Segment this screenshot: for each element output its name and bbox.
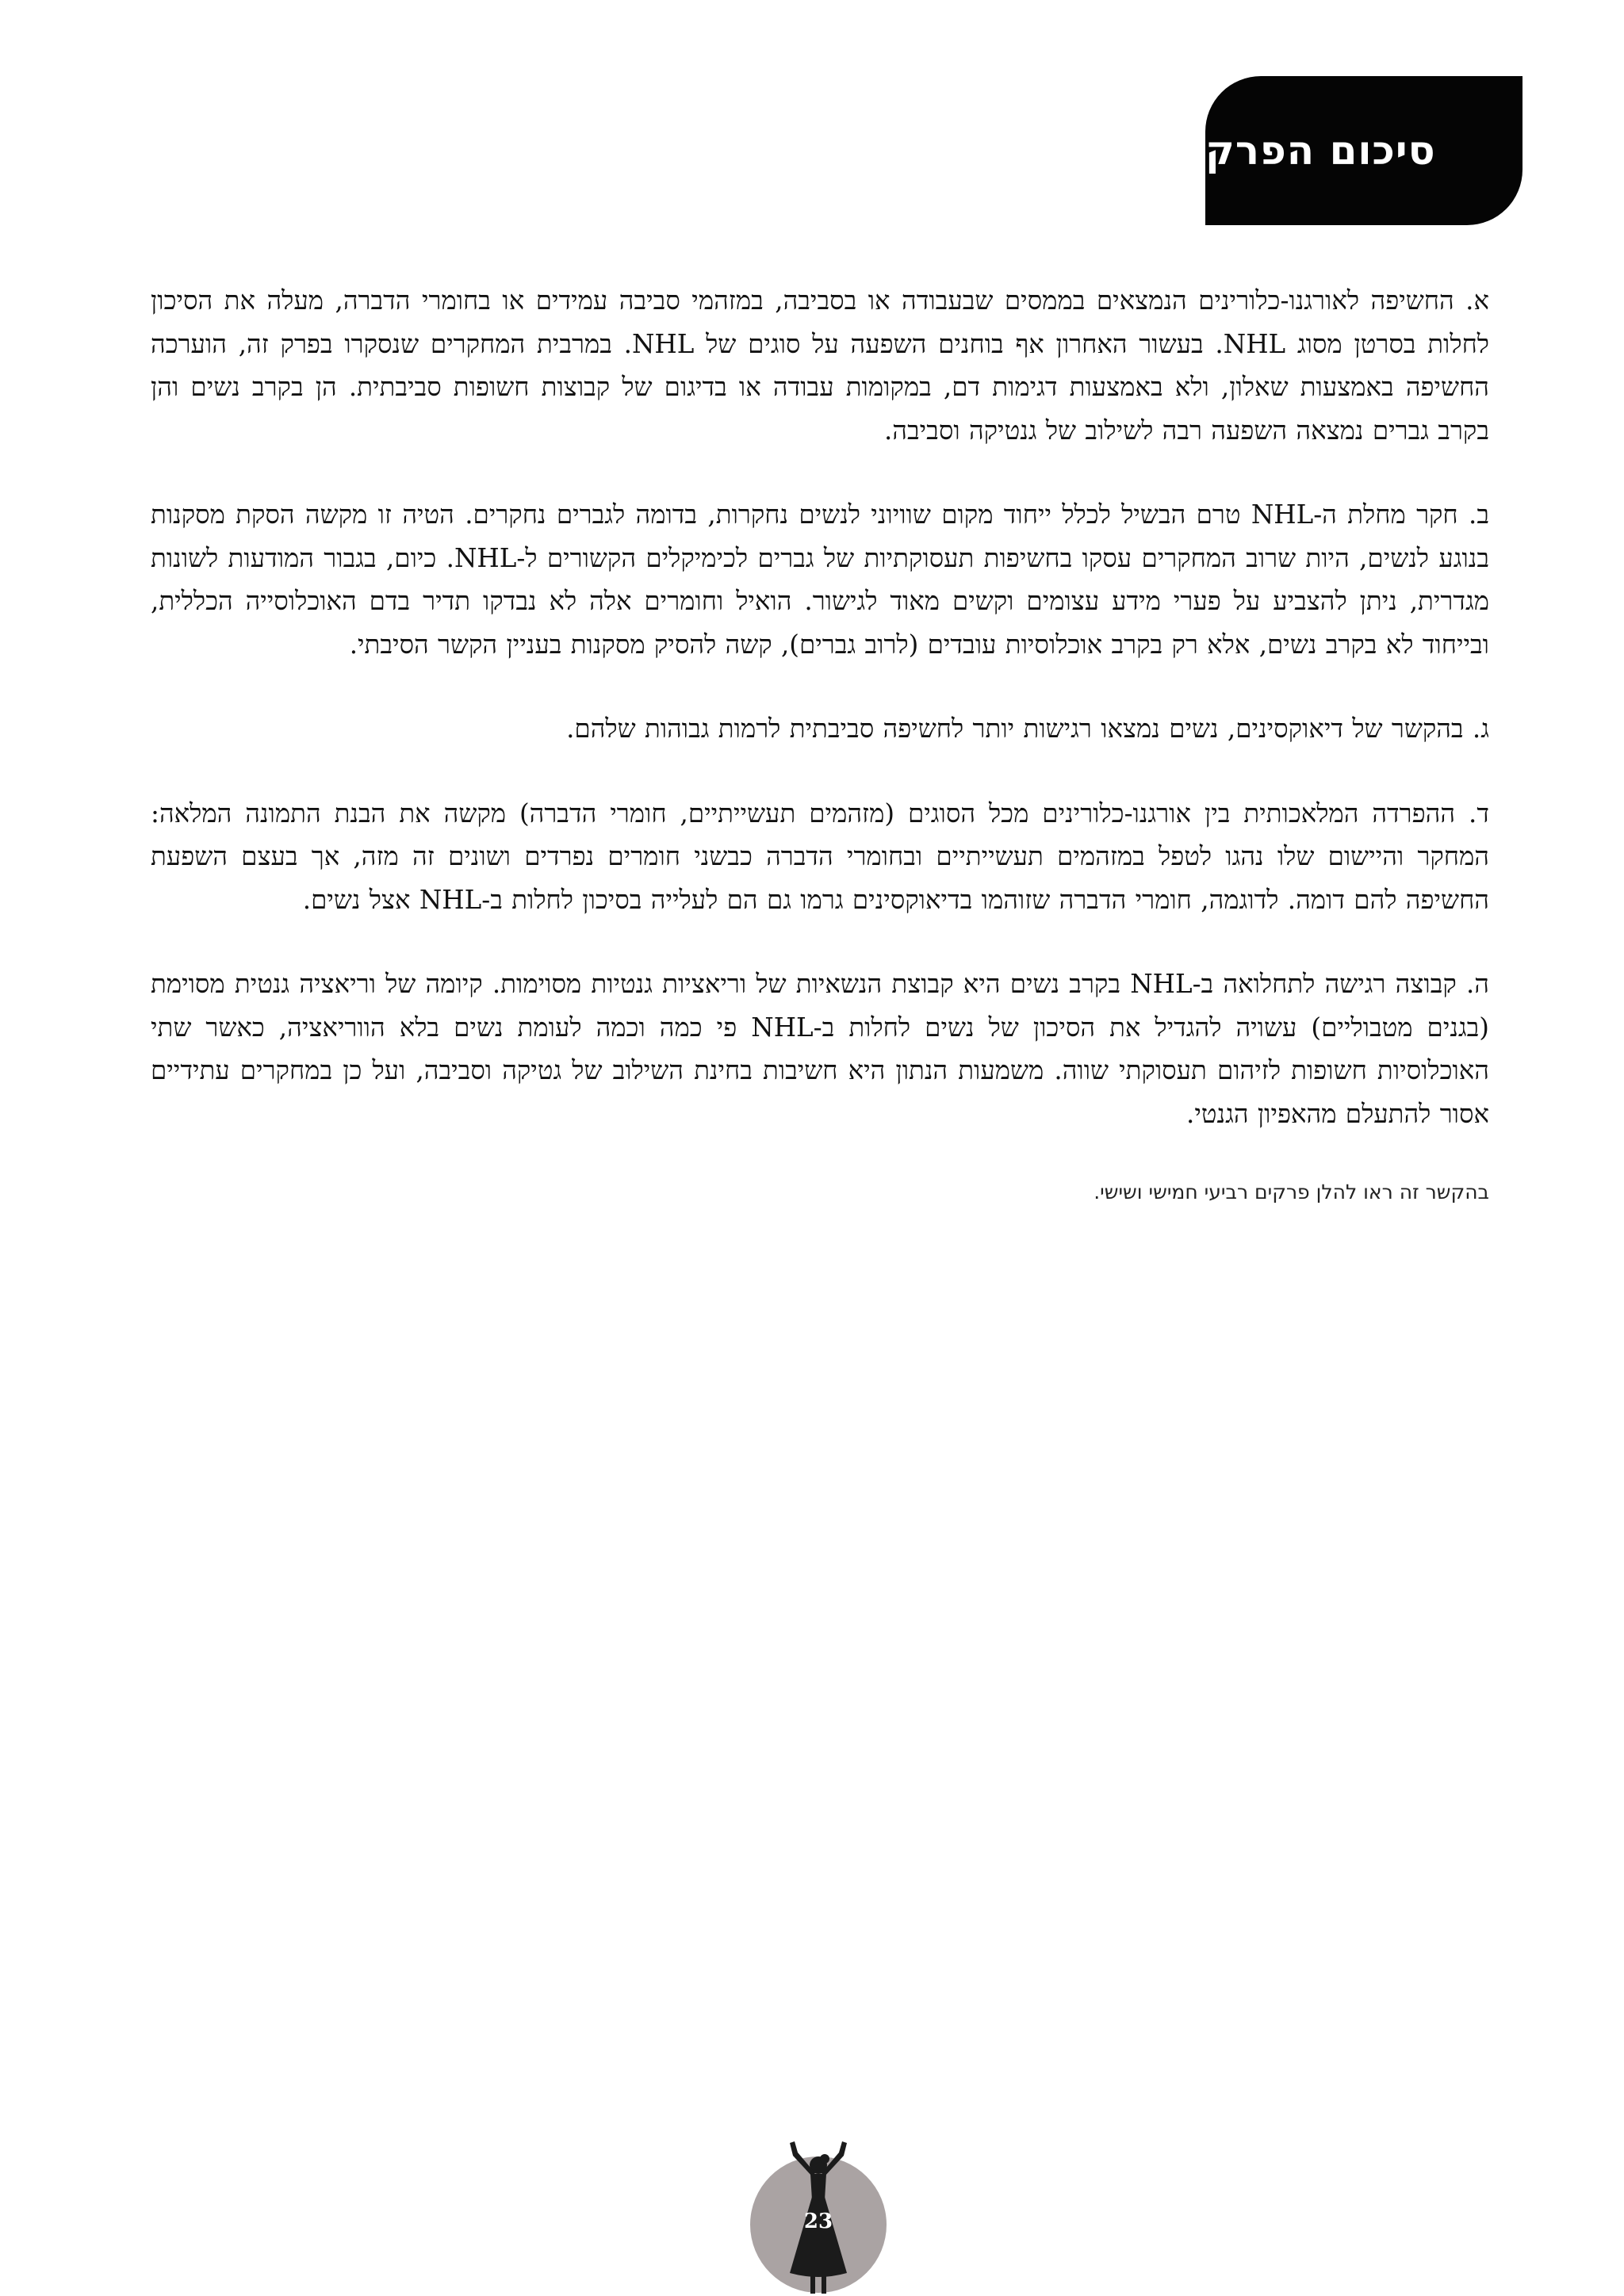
page-number-badge bbox=[747, 2137, 890, 2296]
chapter-summary-tab bbox=[1205, 76, 1522, 225]
summary-paragraph-a: א. החשיפה לאורגנו-כלורינים הנמצאים בממסים שבעבודה או בסביבה, במזהמי סביבה עמידים או בחומרי הדברה, מעלה את הסיכון לחלות בסרטן מסוג NHL. בעשור האחרון אף בוחנים השפעה על סוגים של NHL. במרבית המחקרים שנסקרו בפרק זה, הוערכה החשיפה באמצעות שאלון, ולא באמצעות דגימות דם, במקומות עבודה או בדיגום של קבוצות חשופות סביבתית. הן בקרב נשים והן בקרב גברים נמצאה השפעה רבה לשילוב של גנטיקה וסביבה. bbox=[151, 285, 1490, 446]
page-number: 23 bbox=[803, 2210, 833, 2233]
summary-paragraph-c: ג. בהקשר של דיאוקסינים, נשים נמצאו רגישות יותר לחשיפה סביבתית לרמות גבוהות שלהם. bbox=[566, 714, 1489, 744]
cross-reference-note: בהקשר זה ראו להלן פרקים רביעי חמישי ושישי. bbox=[1094, 1181, 1489, 1203]
summary-paragraph-d: ד. ההפרדה המלאכותית בין אורגנו-כלורינים מכל הסוגים (מזהמים תעשייתיים, חומרי הדברה) מקשה את הבנת התמונה המלאה: המחקר והיישום שלו נהגו לטפל במזהמים תעשייתיים ובחומרי הדברה כבשני חומרים נפרדים ושונים זה מזה, אך בעצם השפעת החשיפה להם דומה. לדוגמה, חומרי הדברה שזוהמו בדיאוקסינים גרמו גם הם לעלייה בסיכון לחלות ב-NHL אצל נשים. bbox=[151, 798, 1489, 915]
summary-paragraph-e: ה. קבוצה רגישה לתחלואה ב-NHL בקרב נשים היא קבוצת הנשאיות של וריאציות גנטיות מסוימות. קיומה של וריאציה גנטית מסוימת (בגנים מטבוליים) עשויה להגדיל את הסיכון של נשים לחלות ב-NHL פי כמה וכמה לעומת נשים בלא הווריאציה, כאשר שתי האוכלוסיות חשופות לזיהום תעסוקתי שווה. משמעות הנתון היא חשיבות בחינת השילוב של גטיקה וסביבה, ועל כן במחקרים עתידיים אסור להתעלם מהאפיון הגנטי. bbox=[151, 969, 1489, 1129]
summary-paragraph-b: ב. חקר מחלת ה-NHL טרם הבשיל לכלל ייחוד מקום שוויוני לנשים נחקרות, בדומה לגברים נחקרים. הטיה זו מקשה הסקת מסקנות בנוגע לנשים, היות שרוב המחקרים עסקו בחשיפות תעסוקתיות של גברים לכימיקלים הקשורים ל-NHL. כיום, בגבור המודעות לשונות מגדרית, ניתן להצביע על פערי מידע עצומים וקשים מאוד לגישור. הואיל וחומרים אלה לא נבדקו תדיר בדם האוכלוסייה הכללית, ובייחוד לא בקרב נשים, אלא רק בקרב אוכלוסיות עובדים (לרוב גברים), קשה להסיק מסקנות בעניין הקשר הסיבתי. bbox=[151, 499, 1489, 660]
chapter-title: סיכום הפרק bbox=[1205, 128, 1436, 174]
summary-content bbox=[151, 279, 1489, 1208]
